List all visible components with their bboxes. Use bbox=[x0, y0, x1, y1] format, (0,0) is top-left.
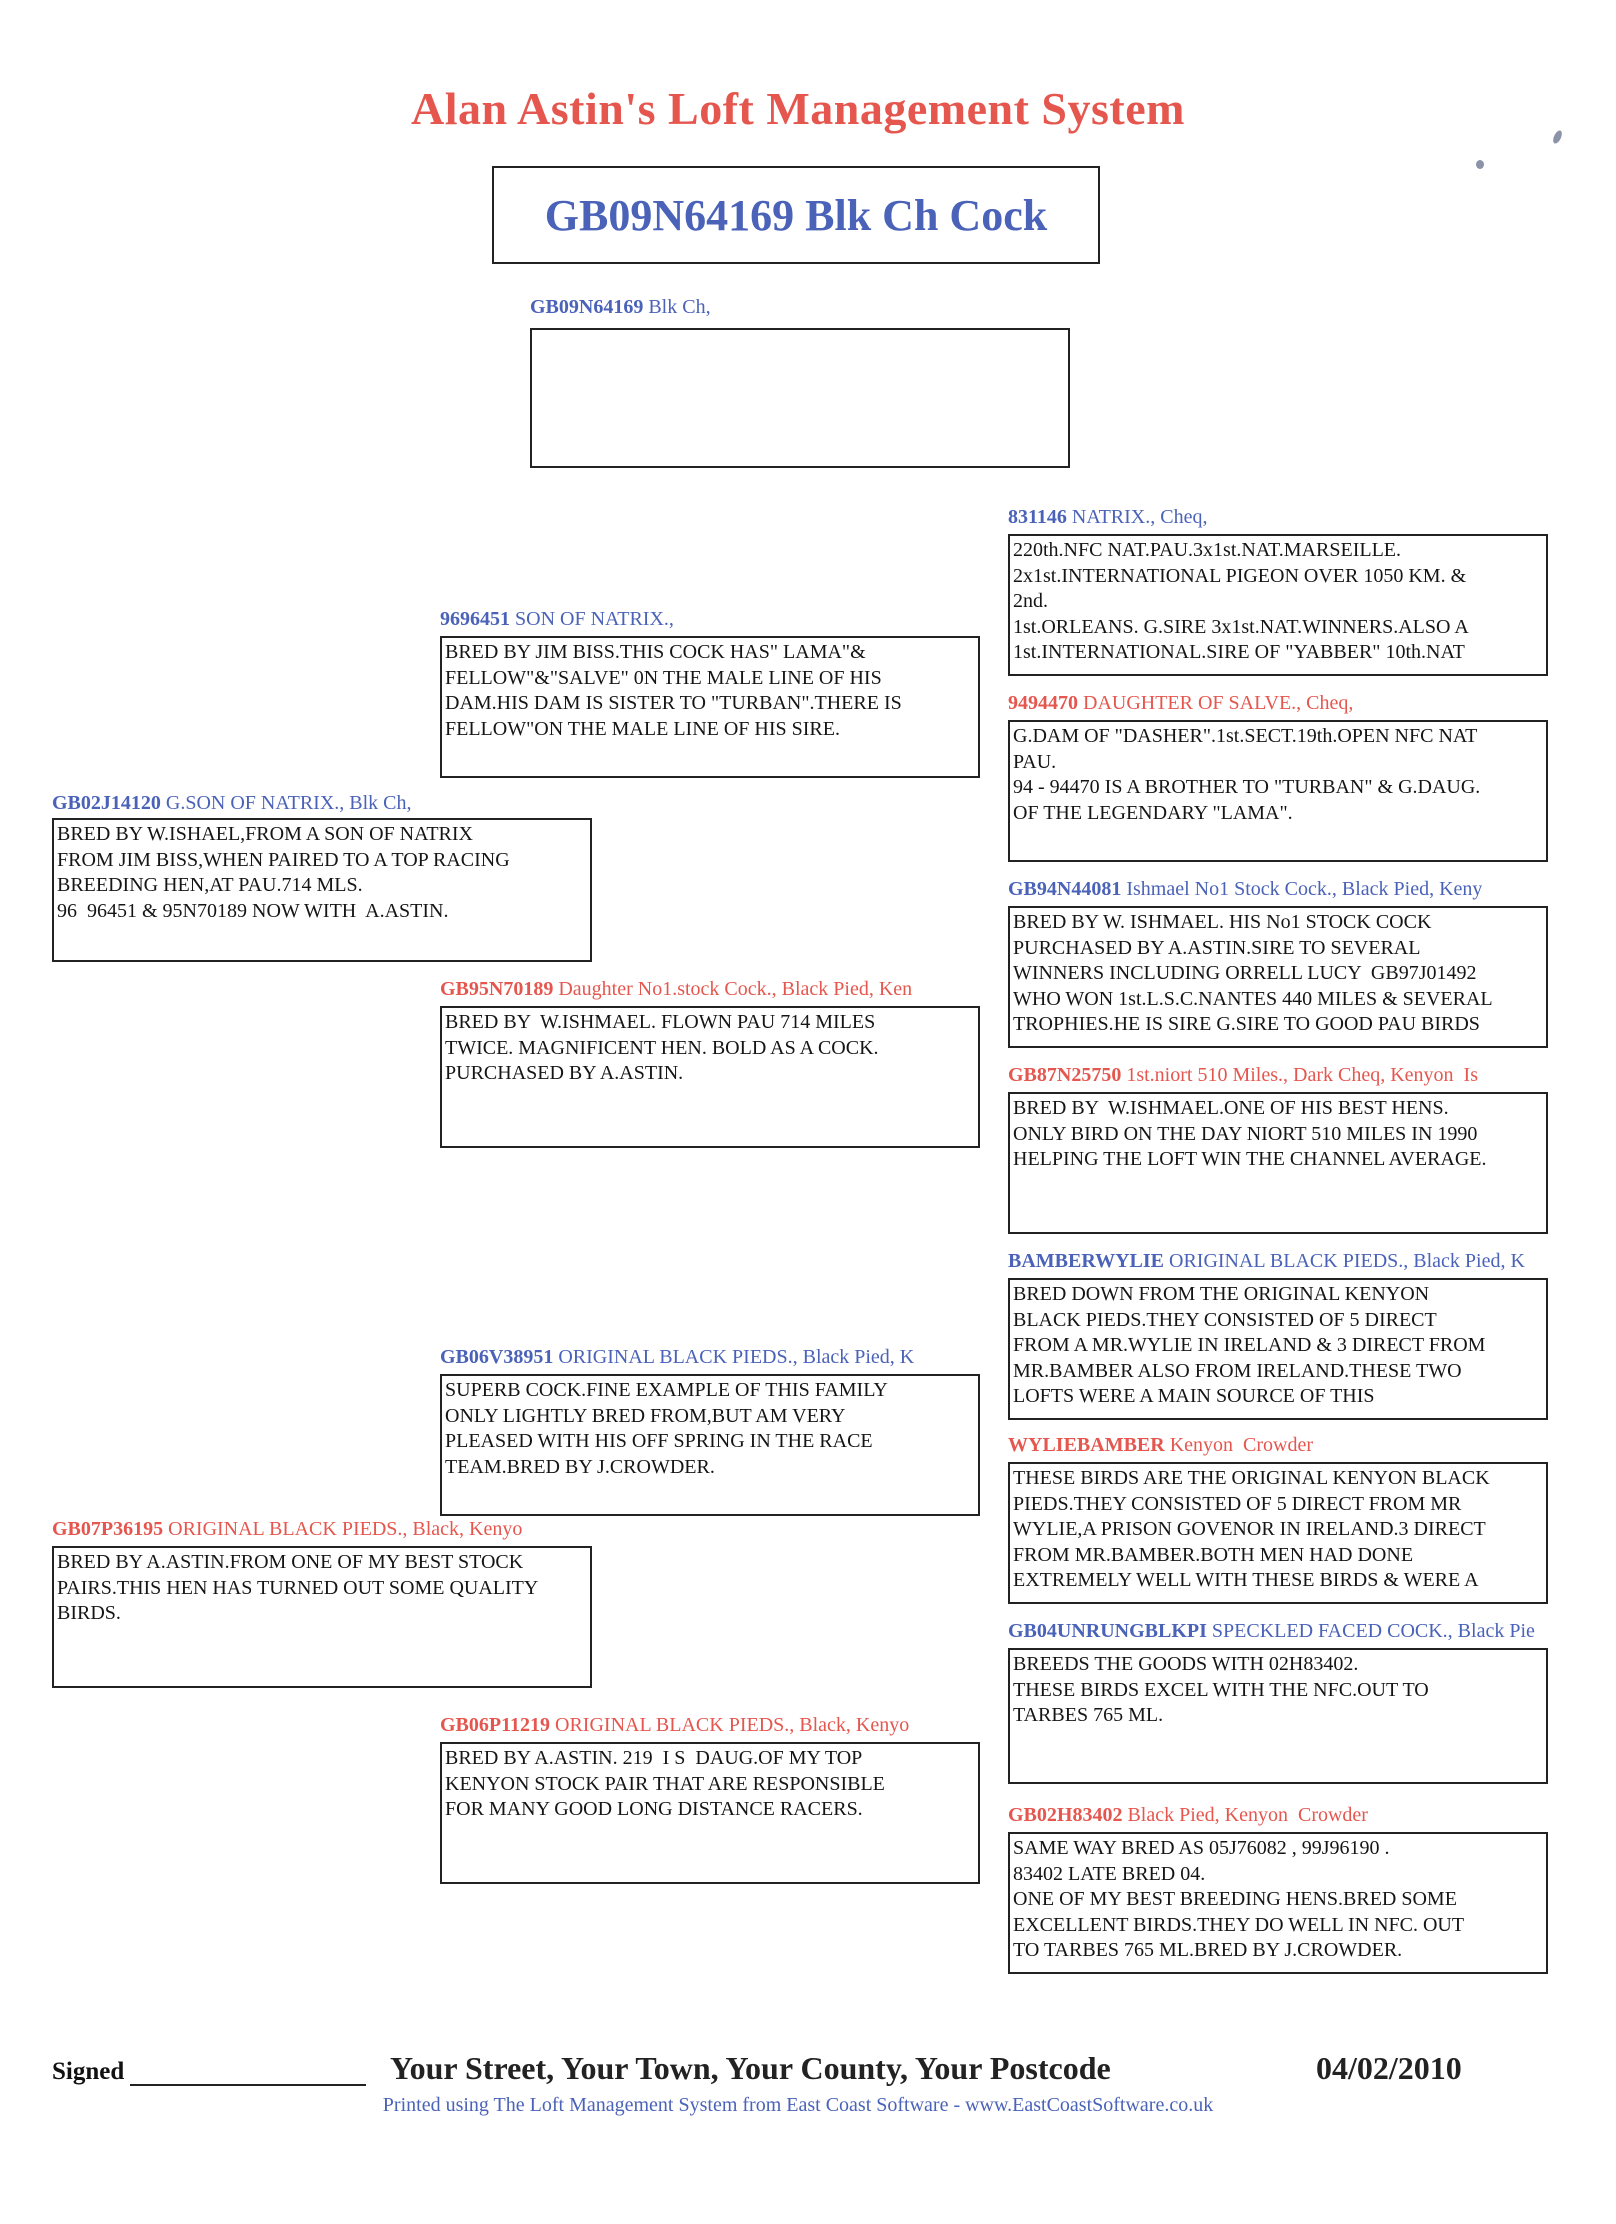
note-line: BIRDS. bbox=[57, 1602, 121, 1624]
note-line: BRED BY W.ISHAEL,FROM A SON OF NATRIX bbox=[57, 823, 473, 845]
note-line: LOFTS WERE A MAIN SOURCE OF THIS bbox=[1013, 1385, 1375, 1407]
ring-number: GB02H83402 bbox=[1008, 1804, 1123, 1826]
note-line: FELLOW"ON THE MALE LINE OF HIS SIRE. bbox=[445, 717, 840, 740]
note-line: TARBES 765 ML. bbox=[1013, 1704, 1164, 1726]
note-line: BRED BY JIM BISS.THIS COCK HAS" LAMA"& bbox=[445, 641, 866, 663]
ring-number: 9494470 bbox=[1008, 692, 1078, 714]
note-line: BREEDING HEN,AT PAU.714 MLS. bbox=[57, 874, 363, 896]
ring-number: WYLIEBAMBER bbox=[1008, 1434, 1165, 1456]
bird-description: Blk Ch, bbox=[643, 296, 711, 318]
scan-speck bbox=[1476, 160, 1484, 169]
note-line: WHO WON 1st.L.S.C.NANTES 440 MILES & SEVERAL bbox=[1013, 987, 1493, 1010]
note-line: BREEDS THE GOODS WITH 02H83402. bbox=[1013, 1653, 1359, 1675]
note-line: PURCHASED BY A.ASTIN. bbox=[445, 1062, 684, 1084]
signed-label: Signed bbox=[52, 2058, 125, 2085]
note-line: ONLY LIGHTLY BRED FROM,BUT AM VERY bbox=[445, 1404, 846, 1427]
ring-number: GB06V38951 bbox=[440, 1346, 554, 1368]
note-line: SAME WAY BRED AS 05J76082 , 99J96190 . bbox=[1013, 1837, 1390, 1859]
ring-number: GB09N64169 bbox=[530, 296, 644, 318]
note-line: FELLOW"&"SALVE" 0N THE MALE LINE OF HIS bbox=[445, 666, 882, 689]
note-line: FROM A MR.WYLIE IN IRELAND & 3 DIRECT FROM bbox=[1013, 1334, 1486, 1356]
bird-notes-box-dam bbox=[52, 1546, 592, 1688]
ring-number: GB06P11219 bbox=[440, 1714, 551, 1736]
note-line: PURCHASED BY A.ASTIN.SIRE TO SEVERAL bbox=[1013, 936, 1421, 959]
bird-header-ss bbox=[440, 608, 674, 631]
bird-description: Kenyon Crowder bbox=[1164, 1434, 1314, 1456]
note-line: TEAM.BRED BY J.CROWDER. bbox=[445, 1455, 715, 1478]
bird-notes-box-dsd bbox=[1008, 1462, 1548, 1604]
note-line: MR.BAMBER ALSO FROM IRELAND.THESE TWO bbox=[1013, 1359, 1462, 1382]
note-line: PAIRS.THIS HEN HAS TURNED OUT SOME QUALITY bbox=[57, 1576, 539, 1599]
bird-header-subject bbox=[530, 296, 711, 319]
bird-header-sss bbox=[1008, 506, 1207, 529]
bird-notes-box-ssd bbox=[1008, 720, 1548, 862]
note-line: BRED BY W.ISHMAEL. FLOWN PAU 714 MILES bbox=[445, 1011, 876, 1033]
footer-date: 04/02/2010 bbox=[1316, 2050, 1462, 2086]
bird-header-dds bbox=[1008, 1620, 1535, 1643]
bird-description: Daughter No1.stock Cock., Black Pied, Ken bbox=[553, 978, 913, 1000]
ring-number: GB04UNRUNGBLKPI bbox=[1008, 1620, 1207, 1642]
note-line: KENYON STOCK PAIR THAT ARE RESPONSIBLE bbox=[445, 1772, 885, 1795]
bird-header-dsd bbox=[1008, 1434, 1313, 1457]
note-line: PLEASED WITH HIS OFF SPRING IN THE RACE bbox=[445, 1430, 873, 1452]
bird-notes-box-sds bbox=[1008, 906, 1548, 1048]
note-line: 94 - 94470 IS A BROTHER TO "TURBAN" & G.DAUG. bbox=[1013, 776, 1481, 798]
bird-header-ssd bbox=[1008, 692, 1353, 715]
bird-notes-box-dss bbox=[1008, 1278, 1548, 1420]
bird-notes-box-sire bbox=[52, 818, 592, 962]
bird-header-ds bbox=[440, 1346, 914, 1369]
note-line: BRED BY A.ASTIN.FROM ONE OF MY BEST STOCK bbox=[57, 1551, 524, 1573]
signature-line bbox=[130, 2084, 366, 2086]
note-line: ONLY BIRD ON THE DAY NIORT 510 MILES IN 1990 bbox=[1013, 1122, 1478, 1145]
bird-header-sd bbox=[440, 978, 912, 1001]
ring-number: GB95N70189 bbox=[440, 978, 554, 1000]
bird-description: Ishmael No1 Stock Cock., Black Pied, Keny bbox=[1121, 878, 1483, 900]
note-line: OF THE LEGENDARY "LAMA". bbox=[1013, 801, 1293, 824]
bird-description: SON OF NATRIX., bbox=[510, 608, 674, 630]
ring-number: GB02J14120 bbox=[52, 792, 161, 814]
bird-notes-box-sdd bbox=[1008, 1092, 1548, 1234]
note-line: TWICE. MAGNIFICENT HEN. BOLD AS A COCK. bbox=[445, 1036, 879, 1059]
note-line: THESE BIRDS EXCEL WITH THE NFC.OUT TO bbox=[1013, 1678, 1429, 1701]
bird-header-sds bbox=[1008, 878, 1482, 901]
note-line: 83402 LATE BRED 04. bbox=[1013, 1862, 1206, 1885]
note-line: BRED BY W.ISHMAEL.ONE OF HIS BEST HENS. bbox=[1013, 1097, 1449, 1119]
bird-notes-box-ss bbox=[440, 636, 980, 778]
note-line: 220th.NFC NAT.PAU.3x1st.NAT.MARSEILLE. bbox=[1013, 539, 1401, 561]
note-line: TROPHIES.HE IS SIRE G.SIRE TO GOOD PAU BIRDS bbox=[1013, 1013, 1480, 1035]
bird-description: G.SON OF NATRIX., Blk Ch, bbox=[160, 792, 412, 814]
note-line: BRED DOWN FROM THE ORIGINAL KENYON bbox=[1013, 1283, 1430, 1305]
note-line: FROM JIM BISS,WHEN PAIRED TO A TOP RACING bbox=[57, 848, 510, 871]
bird-notes-box-ddd bbox=[1008, 1832, 1548, 1974]
note-line: BLACK PIEDS.THEY CONSISTED OF 5 DIRECT bbox=[1013, 1308, 1437, 1331]
bird-notes-box-sd bbox=[440, 1006, 980, 1148]
bird-header-sire bbox=[52, 792, 412, 815]
bird-header-dd bbox=[440, 1714, 909, 1737]
note-line: FROM MR.BAMBER.BOTH MEN HAD DONE bbox=[1013, 1543, 1414, 1566]
bird-description: ORIGINAL BLACK PIEDS., Black, Kenyo bbox=[163, 1518, 523, 1540]
page-title: Alan Astin's Loft Management System bbox=[411, 83, 1185, 134]
note-line: DAM.HIS DAM IS SISTER TO "TURBAN".THERE IS bbox=[445, 692, 902, 714]
note-line: 2x1st.INTERNATIONAL PIGEON OVER 1050 KM. & bbox=[1013, 564, 1467, 587]
note-line: 96 96451 & 95N70189 NOW WITH A.ASTIN. bbox=[57, 899, 449, 922]
bird-header-sdd bbox=[1008, 1064, 1478, 1087]
note-line: EXCELLENT BIRDS.THEY DO WELL IN NFC. OUT bbox=[1013, 1913, 1465, 1936]
note-line: ONE OF MY BEST BREEDING HENS.BRED SOME bbox=[1013, 1888, 1457, 1910]
bird-notes-box-sss bbox=[1008, 534, 1548, 676]
note-line: HELPING THE LOFT WIN THE CHANNEL AVERAGE. bbox=[1013, 1148, 1487, 1170]
note-line: TO TARBES 765 ML.BRED BY J.CROWDER. bbox=[1013, 1939, 1403, 1961]
note-line: G.DAM OF "DASHER".1st.SECT.19th.OPEN NFC NAT bbox=[1013, 725, 1478, 747]
footer-address: Your Street, Your Town, Your County, Your Postcode bbox=[390, 2050, 1111, 2086]
footer-printed-by: Printed using The Loft Management System from East Coast Software - www.EastCoastSoftware.co.uk bbox=[382, 2094, 1214, 2116]
ring-number: GB87N25750 bbox=[1008, 1064, 1122, 1086]
note-line: SUPERB COCK.FINE EXAMPLE OF THIS FAMILY bbox=[445, 1379, 888, 1401]
note-line: WYLIE,A PRISON GOVENOR IN IRELAND.3 DIRECT bbox=[1013, 1518, 1486, 1540]
note-line: PAU. bbox=[1013, 750, 1057, 773]
ring-number: GB94N44081 bbox=[1008, 878, 1122, 900]
bird-description: 1st.niort 510 Miles., Dark Cheq, Kenyon Is bbox=[1121, 1064, 1478, 1086]
subject-title-box bbox=[492, 166, 1100, 264]
ring-number: 831146 bbox=[1008, 506, 1067, 528]
note-line: FOR MANY GOOD LONG DISTANCE RACERS. bbox=[445, 1798, 863, 1820]
bird-notes-box-subject bbox=[530, 328, 1070, 468]
ring-number: 9696451 bbox=[440, 608, 510, 630]
bird-description: Black Pied, Kenyon Crowder bbox=[1122, 1804, 1368, 1826]
note-line: 1st.ORLEANS. G.SIRE 3x1st.NAT.WINNERS.ALSO A bbox=[1013, 615, 1469, 638]
bird-notes-box-ds bbox=[440, 1374, 980, 1516]
note-line: BRED BY A.ASTIN. 219 I S DAUG.OF MY TOP bbox=[445, 1747, 863, 1769]
note-line: EXTREMELY WELL WITH THESE BIRDS & WERE A bbox=[1013, 1569, 1479, 1591]
bird-description: ORIGINAL BLACK PIEDS., Black Pied, K bbox=[1164, 1250, 1525, 1272]
bird-description: SPECKLED FACED COCK., Black Pie bbox=[1206, 1620, 1535, 1642]
note-line: PIEDS.THEY CONSISTED OF 5 DIRECT FROM MR bbox=[1013, 1492, 1462, 1515]
note-line: 1st.INTERNATIONAL.SIRE OF "YABBER" 10th.NAT bbox=[1013, 641, 1465, 663]
bird-description: DAUGHTER OF SALVE., Cheq, bbox=[1078, 692, 1354, 714]
bird-description: NATRIX., Cheq, bbox=[1066, 506, 1208, 528]
bird-notes-box-dds bbox=[1008, 1648, 1548, 1784]
ring-number: BAMBERWYLIE bbox=[1008, 1250, 1164, 1272]
bird-header-ddd bbox=[1008, 1804, 1368, 1827]
ring-number: GB07P36195 bbox=[52, 1518, 164, 1540]
bird-description: ORIGINAL BLACK PIEDS., Black, Kenyo bbox=[550, 1714, 910, 1736]
note-line: BRED BY W. ISHMAEL. HIS No1 STOCK COCK bbox=[1013, 911, 1432, 933]
bird-description: ORIGINAL BLACK PIEDS., Black Pied, K bbox=[553, 1346, 915, 1368]
note-line: THESE BIRDS ARE THE ORIGINAL KENYON BLACK bbox=[1013, 1467, 1490, 1489]
subject-title: GB09N64169 Blk Ch Cock bbox=[544, 190, 1048, 240]
note-line: WINNERS INCLUDING ORRELL LUCY GB97J01492 bbox=[1013, 962, 1477, 984]
bird-notes-box-dd bbox=[440, 1742, 980, 1884]
note-line: 2nd. bbox=[1013, 590, 1048, 612]
bird-header-dam bbox=[52, 1518, 522, 1541]
bird-header-dss bbox=[1008, 1250, 1525, 1273]
